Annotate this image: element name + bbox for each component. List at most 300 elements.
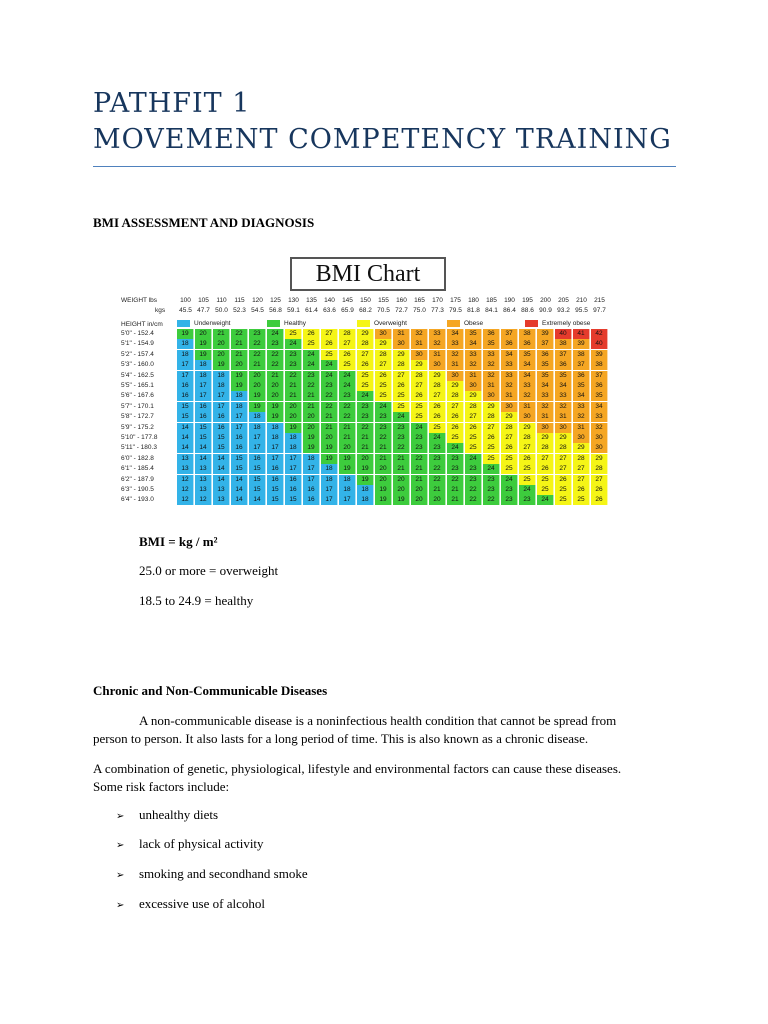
bmi-cell: 25 — [285, 329, 302, 339]
weight-kgs-label: kgs — [155, 307, 166, 314]
para1-line1: A non-communicable disease is a noninfectious health condition that cannot be spread from — [139, 713, 617, 728]
bmi-cell: 19 — [195, 339, 212, 349]
bmi-cell: 21 — [231, 339, 248, 349]
bmi-cell: 21 — [357, 433, 374, 443]
bmi-cell: 17 — [267, 443, 284, 453]
bmi-cell: 36 — [483, 329, 500, 339]
bmi-cell: 31 — [555, 412, 572, 422]
bmi-cell: 29 — [393, 350, 410, 360]
height-row-label: 5'8" - 172.7 — [121, 413, 154, 421]
bmi-cell: 23 — [447, 454, 464, 464]
bmi-cell: 22 — [465, 485, 482, 495]
weight-lbs-value: 175 — [450, 297, 461, 304]
bmi-cell: 20 — [267, 381, 284, 391]
bmi-cell: 37 — [573, 360, 590, 370]
bmi-cell: 23 — [393, 423, 410, 433]
bmi-cell: 30 — [591, 443, 608, 453]
bmi-cell: 24 — [483, 464, 500, 474]
title-divider — [93, 166, 676, 167]
weight-kg-value: 88.6 — [521, 307, 534, 314]
bmi-cell: 14 — [177, 433, 194, 443]
bmi-cell: 25 — [429, 423, 446, 433]
weight-kg-value: 90.9 — [539, 307, 552, 314]
bmi-cell: 20 — [411, 485, 428, 495]
bmi-cell: 23 — [411, 443, 428, 453]
bmi-cell: 27 — [339, 339, 356, 349]
bmi-cell: 22 — [339, 412, 356, 422]
bmi-cell: 28 — [555, 443, 572, 453]
height-row-label: 5'10" - 177.8 — [121, 434, 158, 441]
risk-factor-label: lack of physical activity — [139, 836, 264, 851]
bmi-cell: 23 — [429, 454, 446, 464]
bmi-cell: 22 — [411, 454, 428, 464]
chronic-section-heading: Chronic and Non-Communicable Diseases — [93, 683, 328, 698]
bmi-cell: 28 — [447, 391, 464, 401]
bmi-cell: 35 — [591, 391, 608, 401]
bmi-cell: 12 — [177, 475, 194, 485]
bmi-cell: 32 — [429, 339, 446, 349]
healthy-range: 18.5 to 24.9 = healthy — [139, 593, 254, 608]
weight-lbs-value: 100 — [180, 297, 191, 304]
bmi-cell: 26 — [447, 412, 464, 422]
weight-lbs-value: 120 — [252, 297, 263, 304]
bmi-cell: 20 — [267, 391, 284, 401]
bmi-cell: 30 — [483, 391, 500, 401]
weight-kg-value: 54.5 — [251, 307, 264, 314]
bmi-cell: 15 — [267, 495, 284, 505]
bmi-cell: 18 — [213, 371, 230, 381]
bmi-cell: 20 — [411, 495, 428, 505]
weight-lbs-value: 110 — [216, 297, 227, 304]
bmi-cell: 21 — [447, 495, 464, 505]
weight-kg-value: 77.3 — [431, 307, 444, 314]
weight-lbs-value: 215 — [594, 297, 605, 304]
bmi-cell: 27 — [465, 412, 482, 422]
bmi-cell: 31 — [411, 339, 428, 349]
bmi-cell: 22 — [339, 402, 356, 412]
bmi-cell: 33 — [483, 350, 500, 360]
bmi-cell: 24 — [411, 423, 428, 433]
bmi-cell: 13 — [213, 495, 230, 505]
bmi-cell: 33 — [501, 371, 518, 381]
bmi-cell: 13 — [177, 464, 194, 474]
bmi-cell: 27 — [591, 475, 608, 485]
bmi-cell: 14 — [231, 495, 248, 505]
bmi-cell: 27 — [411, 381, 428, 391]
bmi-cell: 26 — [339, 350, 356, 360]
bmi-cell: 31 — [483, 381, 500, 391]
bmi-cell: 21 — [321, 412, 338, 422]
bmi-cell: 14 — [213, 454, 230, 464]
bmi-cell: 23 — [339, 391, 356, 401]
weight-lbs-value: 145 — [342, 297, 353, 304]
bmi-chart-title: BMI Chart — [290, 257, 446, 291]
bmi-cell: 21 — [393, 464, 410, 474]
weight-kg-value: 68.2 — [359, 307, 372, 314]
bmi-cell: 17 — [231, 412, 248, 422]
bmi-cell: 15 — [195, 423, 212, 433]
bmi-cell: 29 — [483, 402, 500, 412]
height-row-label: 5'6" - 167.6 — [121, 392, 154, 400]
bmi-cell: 29 — [375, 339, 392, 349]
bmi-cell: 24 — [303, 350, 320, 360]
bmi-cell: 28 — [537, 443, 554, 453]
weight-lbs-value: 135 — [306, 297, 317, 304]
weight-lbs-value: 180 — [468, 297, 479, 304]
bmi-cell: 18 — [303, 454, 320, 464]
bmi-cell: 31 — [465, 371, 482, 381]
weight-kg-value: 65.9 — [341, 307, 354, 314]
bmi-cell: 25 — [555, 485, 572, 495]
bmi-cell: 19 — [195, 350, 212, 360]
bmi-cell: 15 — [213, 443, 230, 453]
bmi-cell: 25 — [447, 433, 464, 443]
bmi-cell: 24 — [357, 391, 374, 401]
bmi-cell: 36 — [537, 350, 554, 360]
bmi-cell: 12 — [195, 495, 212, 505]
bmi-cell: 15 — [177, 402, 194, 412]
bmi-cell: 15 — [231, 454, 248, 464]
bmi-cell: 26 — [591, 495, 608, 505]
bmi-cell: 15 — [177, 412, 194, 422]
bmi-cell: 23 — [375, 412, 392, 422]
bmi-cell: 26 — [537, 464, 554, 474]
weight-lbs-value: 200 — [540, 297, 551, 304]
arrow-bullet-icon: ➢ — [116, 840, 125, 851]
bmi-cell: 25 — [465, 443, 482, 453]
bmi-cell: 12 — [177, 495, 194, 505]
bmi-cell: 25 — [393, 391, 410, 401]
bmi-cell: 38 — [519, 329, 536, 339]
bmi-cell: 37 — [555, 350, 572, 360]
bmi-cell: 26 — [573, 485, 590, 495]
bmi-cell: 23 — [483, 485, 500, 495]
bmi-cell: 16 — [177, 381, 194, 391]
bmi-cell: 29 — [357, 329, 374, 339]
bmi-cell: 29 — [519, 423, 536, 433]
bmi-cell: 19 — [249, 391, 266, 401]
bmi-cell: 14 — [213, 464, 230, 474]
weight-lbs-value: 125 — [270, 297, 281, 304]
bmi-cell: 25 — [375, 381, 392, 391]
bmi-cell: 14 — [231, 475, 248, 485]
bmi-cell: 25 — [339, 360, 356, 370]
bmi-cell: 31 — [573, 423, 590, 433]
bmi-cell: 20 — [393, 475, 410, 485]
bmi-cell: 22 — [267, 360, 284, 370]
bmi-cell: 22 — [267, 350, 284, 360]
bmi-cell: 24 — [321, 371, 338, 381]
bmi-cell: 35 — [519, 350, 536, 360]
bmi-cell: 28 — [393, 360, 410, 370]
bmi-cell: 16 — [303, 495, 320, 505]
bmi-cell: 22 — [249, 350, 266, 360]
bmi-cell: 20 — [303, 423, 320, 433]
bmi-cell: 17 — [213, 391, 230, 401]
weight-kg-value: 52.3 — [233, 307, 246, 314]
bmi-cell: 39 — [591, 350, 608, 360]
bmi-cell: 21 — [285, 391, 302, 401]
bmi-cell: 27 — [447, 402, 464, 412]
bmi-cell: 18 — [177, 350, 194, 360]
bmi-cell: 24 — [465, 454, 482, 464]
bmi-cell: 16 — [267, 475, 284, 485]
overweight-threshold: 25.0 or more = overweight — [139, 563, 279, 578]
bmi-cell: 14 — [213, 475, 230, 485]
bmi-cell: 19 — [357, 475, 374, 485]
bmi-cell: 25 — [483, 443, 500, 453]
bmi-cell: 40 — [555, 329, 572, 339]
bmi-cell: 23 — [501, 485, 518, 495]
legend-label: Extremely obese — [542, 320, 591, 327]
bmi-cell: 30 — [393, 339, 410, 349]
bmi-cell: 29 — [411, 360, 428, 370]
bmi-cell: 25 — [375, 391, 392, 401]
bmi-cell: 39 — [573, 339, 590, 349]
bmi-cell: 23 — [267, 339, 284, 349]
bmi-cell: 21 — [303, 391, 320, 401]
legend-label: Underweight — [194, 320, 231, 327]
bmi-cell: 25 — [465, 433, 482, 443]
bmi-cell: 21 — [429, 485, 446, 495]
height-label: HEIGHT in/cm — [121, 321, 163, 328]
bmi-cell: 24 — [393, 412, 410, 422]
bmi-cell: 22 — [321, 402, 338, 412]
bmi-cell: 16 — [285, 475, 302, 485]
bmi-cell: 25 — [411, 412, 428, 422]
bmi-cell: 25 — [357, 371, 374, 381]
bmi-cell: 21 — [213, 329, 230, 339]
risk-factor-label: excessive use of alcohol — [139, 896, 265, 911]
bmi-cell: 27 — [375, 360, 392, 370]
bmi-cell: 21 — [339, 433, 356, 443]
bmi-cell: 23 — [501, 495, 518, 505]
bmi-cell: 30 — [375, 329, 392, 339]
height-row-label: 6'1" - 185.4 — [121, 465, 154, 473]
bmi-cell: 35 — [537, 360, 554, 370]
bmi-cell: 25 — [411, 402, 428, 412]
bmi-cell: 25 — [501, 464, 518, 474]
bmi-cell: 25 — [393, 402, 410, 412]
bmi-cell: 24 — [537, 495, 554, 505]
bmi-cell: 39 — [537, 329, 554, 339]
bmi-cell: 23 — [447, 464, 464, 474]
bmi-cell: 20 — [375, 464, 392, 474]
bmi-cell: 18 — [267, 423, 284, 433]
weight-kg-value: 70.5 — [377, 307, 390, 314]
bmi-cell: 30 — [447, 371, 464, 381]
weight-lbs-value: 210 — [576, 297, 587, 304]
bmi-cell: 32 — [483, 360, 500, 370]
bmi-cell: 15 — [195, 433, 212, 443]
bmi-cell: 32 — [483, 371, 500, 381]
bmi-cell: 26 — [357, 360, 374, 370]
bmi-cell: 27 — [555, 454, 572, 464]
weight-lbs-value: 190 — [504, 297, 515, 304]
bmi-cell: 18 — [231, 402, 248, 412]
weight-kg-value: 72.7 — [395, 307, 408, 314]
bmi-cell: 13 — [195, 464, 212, 474]
bmi-cell: 27 — [501, 433, 518, 443]
bmi-cell: 18 — [321, 464, 338, 474]
weight-lbs-value: 165 — [414, 297, 425, 304]
arrow-bullet-icon: ➢ — [116, 870, 125, 881]
bmi-cell: 33 — [537, 391, 554, 401]
weight-lbs-value: 130 — [288, 297, 299, 304]
bmi-cell: 37 — [537, 339, 554, 349]
bmi-cell: 27 — [429, 391, 446, 401]
bmi-cell: 26 — [375, 371, 392, 381]
bmi-cell: 14 — [249, 495, 266, 505]
bmi-cell: 22 — [285, 371, 302, 381]
bmi-chart-image — [93, 245, 630, 515]
bmi-cell: 16 — [213, 423, 230, 433]
bmi-cell: 22 — [465, 495, 482, 505]
weight-lbs-value: 105 — [198, 297, 209, 304]
bmi-cell: 24 — [519, 485, 536, 495]
bmi-cell: 19 — [285, 423, 302, 433]
bmi-cell: 19 — [357, 464, 374, 474]
bmi-cell: 19 — [267, 412, 284, 422]
bmi-cell: 32 — [411, 329, 428, 339]
bmi-cell: 32 — [501, 381, 518, 391]
bmi-cell: 37 — [591, 371, 608, 381]
title-line-2: MOVEMENT COMPETENCY TRAINING — [93, 124, 672, 155]
legend-label: Overweight — [374, 320, 407, 327]
bmi-cell: 18 — [357, 485, 374, 495]
height-row-label: 5'9" - 175.2 — [121, 423, 154, 431]
height-row-label: 5'4" - 162.5 — [121, 371, 154, 379]
arrow-bullet-icon: ➢ — [116, 900, 125, 911]
bmi-cell: 25 — [537, 475, 554, 485]
bmi-cell: 18 — [267, 433, 284, 443]
bmi-cell: 23 — [357, 412, 374, 422]
bmi-cell: 21 — [447, 485, 464, 495]
bmi-cell: 15 — [231, 464, 248, 474]
bmi-cell: 13 — [213, 485, 230, 495]
bmi-cell: 26 — [501, 443, 518, 453]
bmi-cell: 26 — [393, 381, 410, 391]
bmi-cell: 22 — [321, 391, 338, 401]
bmi-cell: 17 — [177, 360, 194, 370]
bmi-cell: 16 — [177, 391, 194, 401]
bmi-cell: 34 — [519, 360, 536, 370]
bmi-cell: 23 — [465, 464, 482, 474]
height-row-label: 5'1" - 154.9 — [121, 340, 154, 348]
bmi-cell: 30 — [537, 423, 554, 433]
bmi-cell: 36 — [591, 381, 608, 391]
bmi-cell: 28 — [339, 329, 356, 339]
bmi-cell: 26 — [555, 475, 572, 485]
bmi-cell: 18 — [285, 443, 302, 453]
bmi-cell: 17 — [249, 443, 266, 453]
bmi-cell: 26 — [519, 454, 536, 464]
bmi-cell: 38 — [591, 360, 608, 370]
bmi-cell: 22 — [393, 443, 410, 453]
bmi-cell: 24 — [321, 360, 338, 370]
height-row-label: 6'4" - 193.0 — [121, 496, 154, 504]
legend-swatch — [357, 320, 370, 327]
bmi-cell: 24 — [501, 475, 518, 485]
bmi-cell: 31 — [501, 391, 518, 401]
title-line-1: PATHFIT 1 — [93, 88, 251, 119]
bmi-cell: 18 — [321, 475, 338, 485]
bmi-cell: 31 — [393, 329, 410, 339]
bmi-cell: 19 — [393, 495, 410, 505]
risk-factor-item — [116, 866, 308, 882]
bmi-cell: 24 — [303, 360, 320, 370]
height-row-label: 6'3" - 190.5 — [121, 486, 154, 493]
bmi-cell: 28 — [519, 433, 536, 443]
height-row-label: 5'3" - 160.0 — [121, 361, 154, 369]
bmi-cell: 28 — [591, 464, 608, 474]
bmi-cell: 22 — [303, 381, 320, 391]
bmi-cell: 28 — [411, 371, 428, 381]
bmi-cell: 16 — [195, 402, 212, 412]
bmi-cell: 23 — [411, 433, 428, 443]
bmi-cell: 19 — [375, 495, 392, 505]
legend-label: Healthy — [284, 320, 307, 327]
bmi-cell: 15 — [249, 475, 266, 485]
bmi-cell: 23 — [249, 329, 266, 339]
bmi-cell: 23 — [519, 495, 536, 505]
bmi-cell: 26 — [411, 391, 428, 401]
weight-lbs-value: 150 — [360, 297, 371, 304]
bmi-cell: 19 — [177, 329, 194, 339]
bmi-cell: 33 — [429, 329, 446, 339]
bmi-cell: 30 — [555, 423, 572, 433]
bmi-cell: 36 — [501, 339, 518, 349]
bmi-cell: 23 — [465, 475, 482, 485]
bmi-cell: 20 — [303, 412, 320, 422]
bmi-cell: 15 — [285, 495, 302, 505]
weight-kg-value: 86.4 — [503, 307, 516, 314]
bmi-cell: 16 — [231, 443, 248, 453]
bmi-cell: 18 — [195, 360, 212, 370]
bmi-cell: 28 — [357, 339, 374, 349]
bmi-cell: 20 — [285, 402, 302, 412]
legend-label: Obese — [464, 320, 484, 327]
para2-line2: Some risk factors include: — [93, 779, 230, 794]
risk-factor-label: smoking and secondhand smoke — [139, 866, 308, 881]
bmi-cell: 30 — [465, 381, 482, 391]
bmi-cell: 36 — [519, 339, 536, 349]
bmi-cell: 20 — [393, 485, 410, 495]
bmi-cell: 19 — [375, 485, 392, 495]
bmi-cell: 24 — [267, 329, 284, 339]
bmi-cell: 28 — [483, 412, 500, 422]
bmi-cell: 27 — [321, 329, 338, 339]
bmi-cell: 24 — [375, 402, 392, 412]
bmi-cell: 20 — [195, 329, 212, 339]
bmi-cell: 34 — [519, 371, 536, 381]
bmi-cell: 33 — [465, 350, 482, 360]
bmi-cell: 30 — [411, 350, 428, 360]
weight-kg-value: 45.5 — [179, 307, 192, 314]
bmi-cell: 31 — [447, 360, 464, 370]
bmi-cell: 34 — [465, 339, 482, 349]
bmi-cell: 29 — [573, 443, 590, 453]
height-row-label: 5'5" - 165.1 — [121, 382, 154, 389]
bmi-cell: 33 — [591, 412, 608, 422]
bmi-cell: 28 — [501, 423, 518, 433]
bmi-cell: 31 — [537, 412, 554, 422]
bmi-cell: 19 — [267, 402, 284, 412]
bmi-cell: 16 — [285, 485, 302, 495]
height-row-label: 5'2" - 157.4 — [121, 350, 154, 358]
bmi-cell: 21 — [303, 402, 320, 412]
bmi-cell: 26 — [429, 402, 446, 412]
